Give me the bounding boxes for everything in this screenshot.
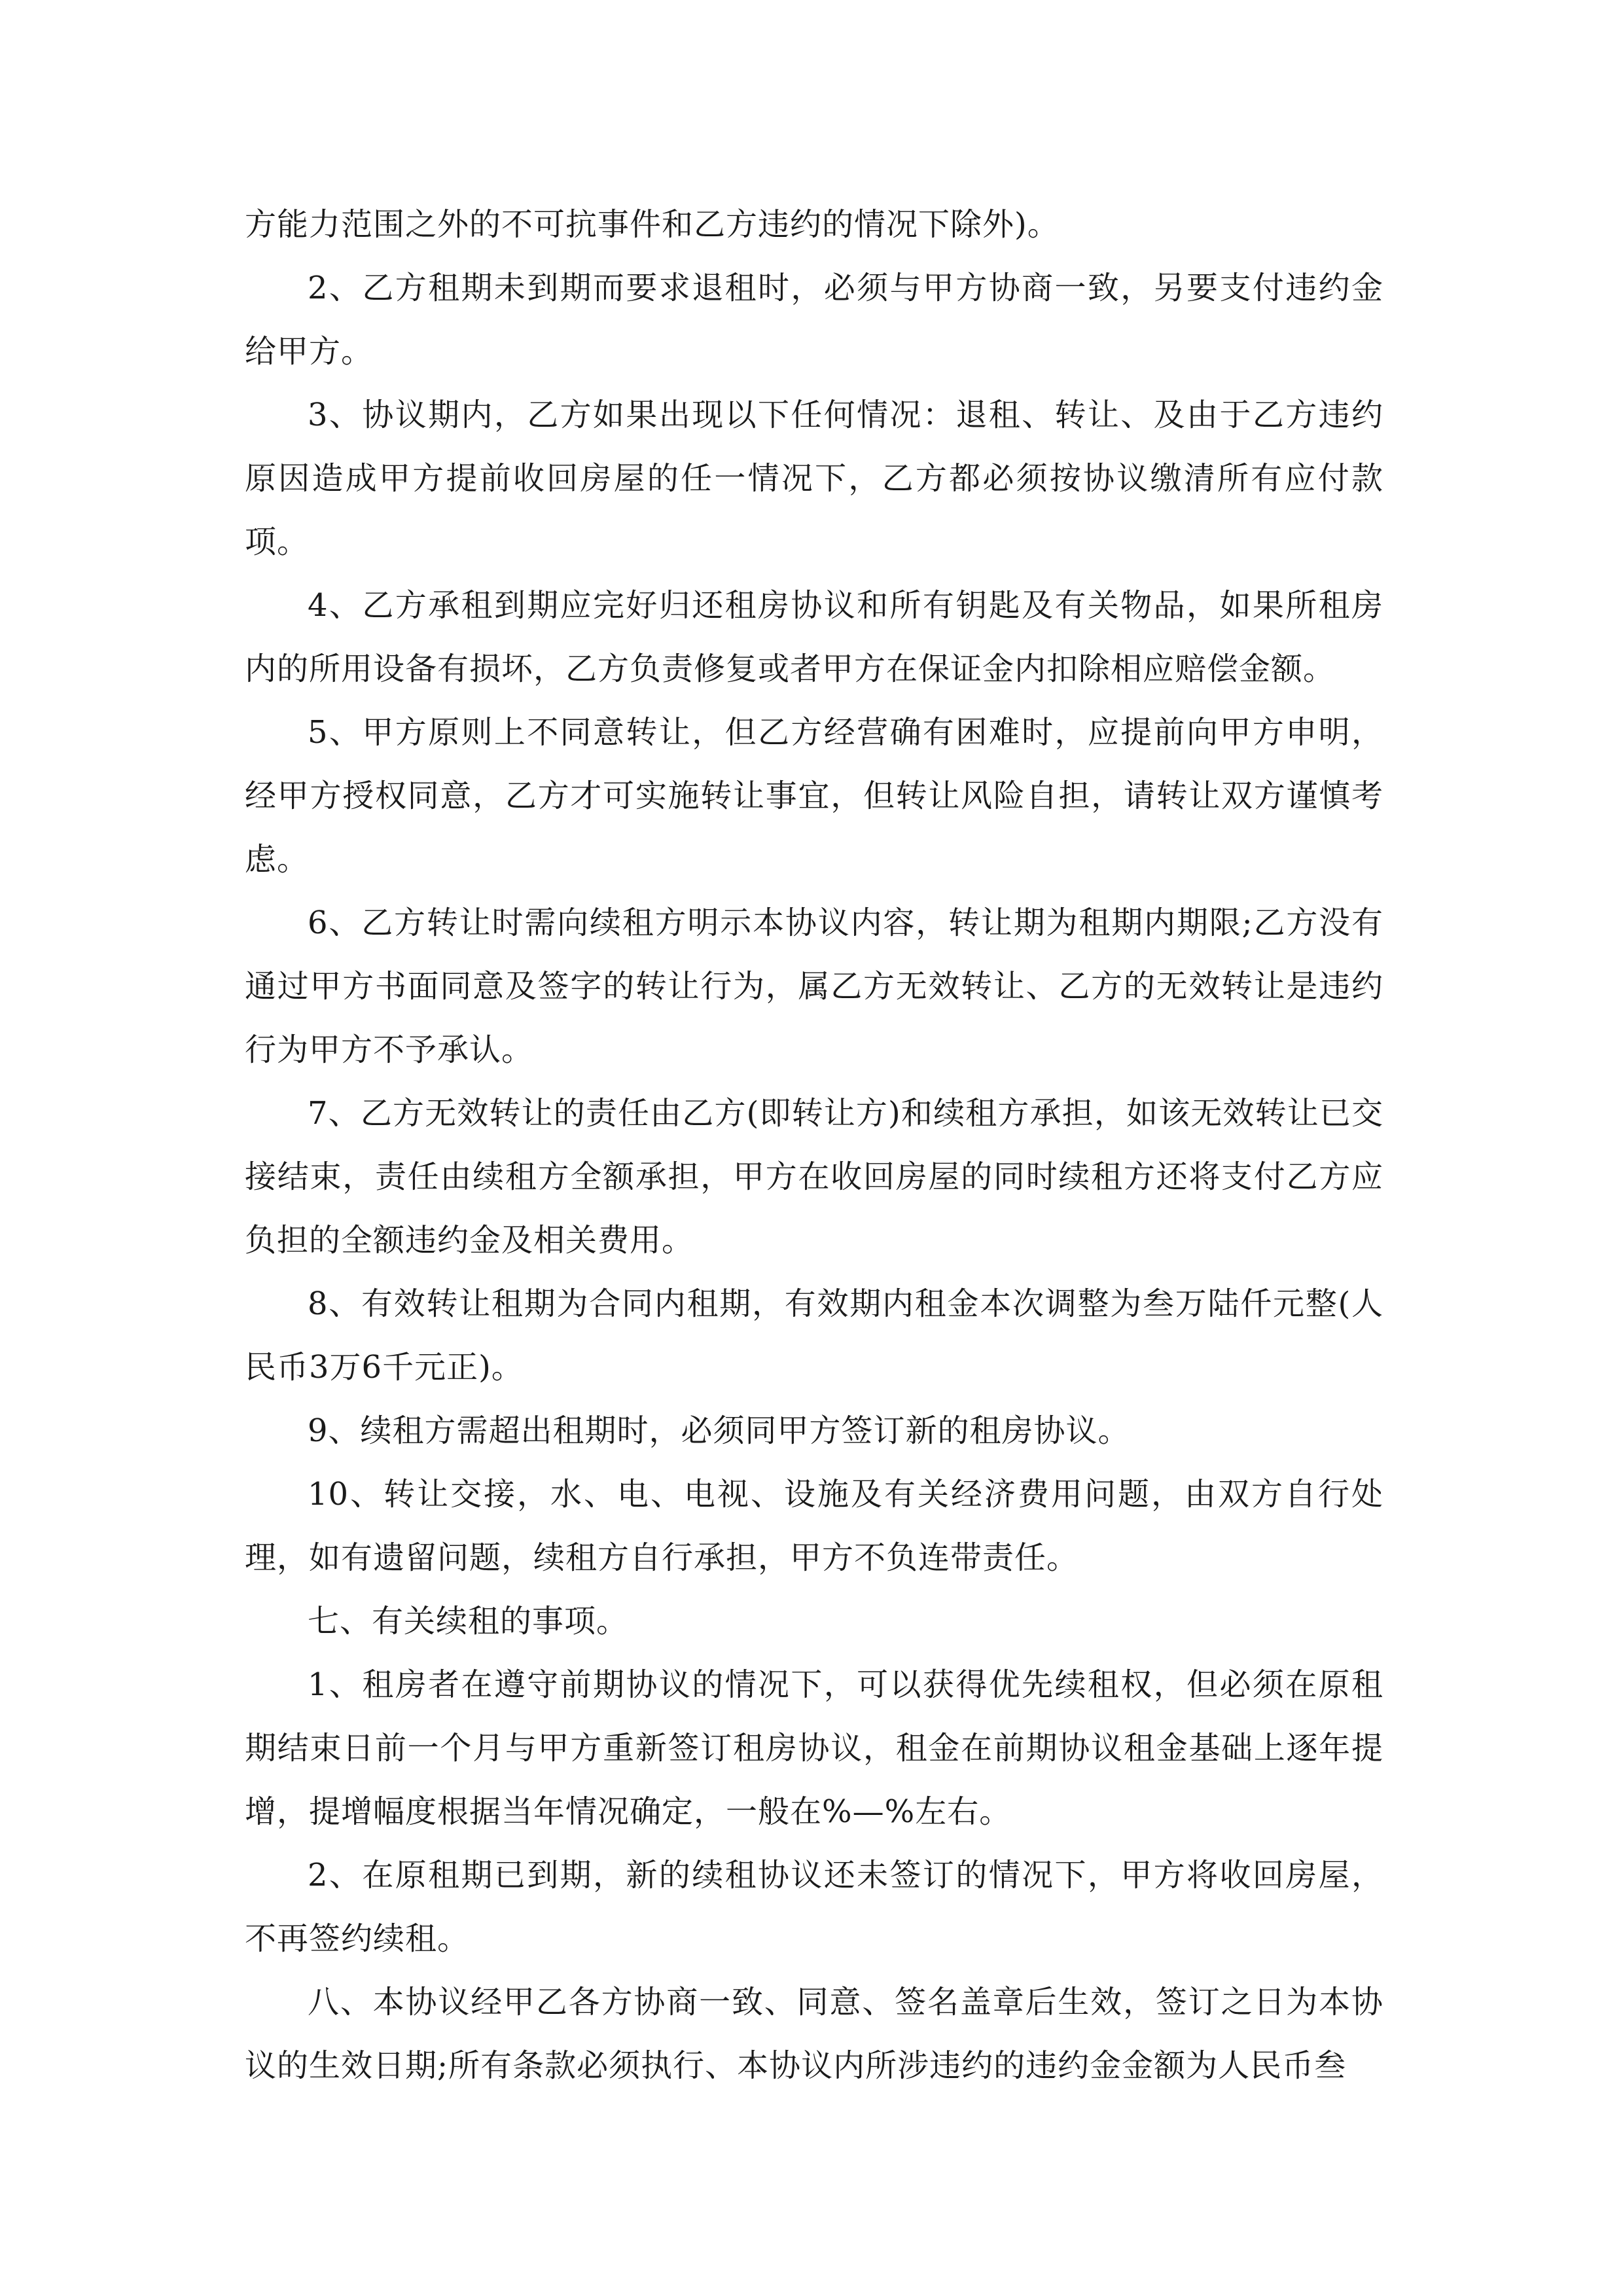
- paragraph-clause-6: 6、乙方转让时需向续租方明示本协议内容，转让期为租期内期限;乙方没有通过甲方书面同意及签字的转让行为，属乙方无效转让、乙方的无效转让是违约行为甲方不予承认。: [245, 905, 1383, 1068]
- paragraph-clause-8: 8、有效转让租期为合同内租期，有效期内租金本次调整为叁万陆仟元整(人民币3万6千元正)。: [245, 1285, 1383, 1386]
- paragraph-clause-9: 9、续租方需超出租期时，必须同甲方签订新的租房协议。: [308, 1412, 1130, 1449]
- section-heading-8: 八、本协议经甲乙各方协商一致、同意、签名盖章后生效，签订之日为本协议的生效日期;所有条款必须执行、本协议内所涉违约的违约金金额为人民币叁: [245, 1984, 1383, 2084]
- paragraph-renewal-2: 2、在原租期已到期，新的续租协议还未签订的情况下，甲方将收回房屋，不再签约续租。: [245, 1857, 1383, 1957]
- section-heading-7: 七、有关续租的事项。: [308, 1603, 629, 1640]
- paragraph-clause-10: 10、转让交接，水、电、电视、设施及有关经济费用问题，由双方自行处理，如有遗留问题，续租方自行承担，甲方不负连带责任。: [245, 1476, 1383, 1576]
- paragraph-clause-5: 5、甲方原则上不同意转让，但乙方经营确有困难时，应提前向甲方申明，经甲方授权同意，乙方才可实施转让事宜，但转让风险自担，请转让双方谨慎考虑。: [245, 714, 1383, 878]
- paragraph-continuation: 方能力范围之外的不可抗事件和乙方违约的情况下除外)。: [245, 206, 1060, 243]
- paragraph-clause-3: 3、协议期内，乙方如果出现以下任何情况：退租、转让、及由于乙方违约原因造成甲方提前收回房屋的任一情况下，乙方都必须按协议缴清所有应付款项。: [245, 397, 1383, 560]
- paragraph-clause-2: 2、乙方租期未到期而要求退租时，必须与甲方协商一致，另要支付违约金给甲方。: [245, 270, 1383, 370]
- paragraph-clause-4: 4、乙方承租到期应完好归还租房协议和所有钥匙及有关物品，如果所租房内的所用设备有损坏，乙方负责修复或者甲方在保证金内扣除相应赔偿金额。: [245, 587, 1383, 687]
- document-body: [245, 193, 1383, 2098]
- paragraph-clause-7: 7、乙方无效转让的责任由乙方(即转让方)和续租方承担，如该无效转让已交接结束，责任由续租方全额承担，甲方在收回房屋的同时续租方还将支付乙方应负担的全额违约金及相关费用。: [245, 1095, 1383, 1259]
- paragraph-renewal-1: 1、租房者在遵守前期协议的情况下，可以获得优先续租权，但必须在原租期结束日前一个月与甲方重新签订租房协议，租金在前期协议租金基础上逐年提增，提增幅度根据当年情况确定，一般在%—%左右。: [245, 1666, 1383, 1830]
